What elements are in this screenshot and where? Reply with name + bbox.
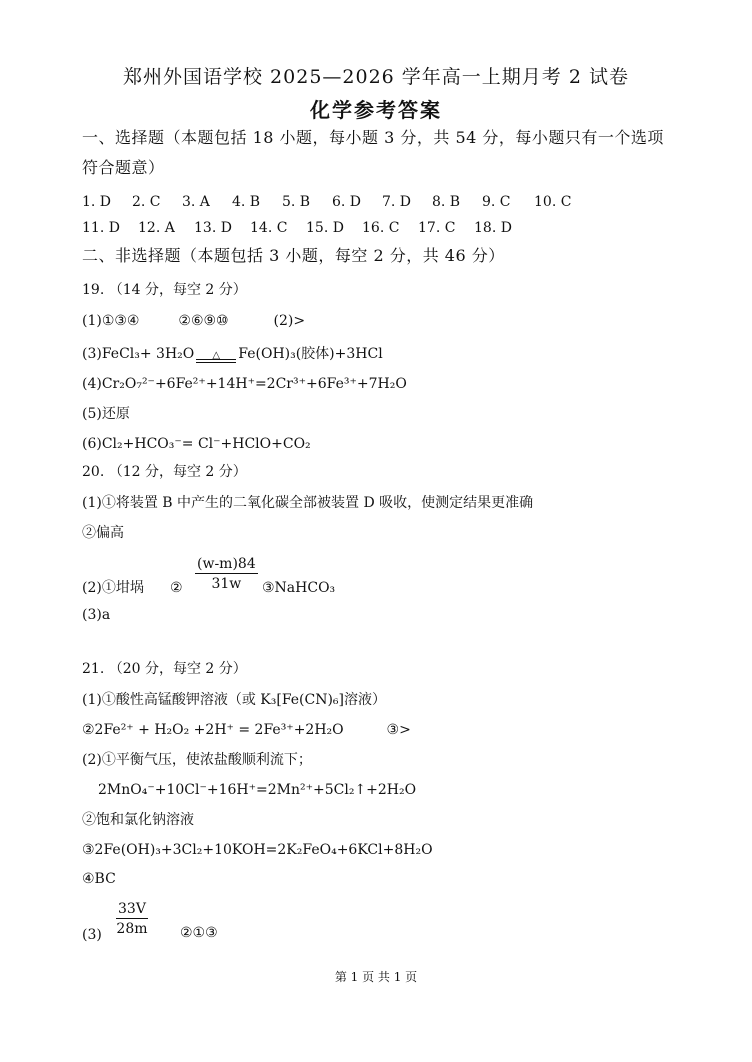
section1-heading-line1: 一、选择题（本题包括 18 小题，每小题 3 分，共 54 分，每小题只有一个选项 — [82, 128, 664, 147]
q19-head: 19. （14 分，每空 2 分） — [82, 282, 247, 298]
heating-condition-sign — [194, 351, 238, 363]
heating-symbol: △ — [212, 350, 221, 361]
choice-answer: 9. C — [482, 194, 511, 210]
choice-answer: 12. A — [138, 220, 175, 236]
choice-answer: 15. D — [306, 220, 344, 236]
choice-answer: 6. D — [332, 194, 362, 210]
q20-part3a: (2)①坩埚 — [82, 580, 144, 596]
q21-fraction — [116, 901, 148, 937]
choice-answer: 18. D — [474, 220, 512, 236]
q19-p3-left: (3)FeCl₃+ 3H₂O — [82, 346, 195, 362]
choice-answer: 5. B — [282, 194, 311, 210]
choice-answer: 17. C — [418, 220, 456, 236]
fraction-numerator: 33V — [118, 901, 146, 917]
q21-part8b: ②①③ — [180, 925, 218, 941]
q20-part2: ②偏高 — [82, 525, 124, 541]
q19-part4: (4)Cr₂O₇²⁻+6Fe²⁺+14H⁺=2Cr³⁺+6Fe³⁺+7H₂O — [82, 376, 407, 392]
choice-answer: 7. D — [382, 194, 412, 210]
fraction-numerator: (w-m)84 — [197, 556, 256, 572]
q19-part6: (6)Cl₂+HCO₃⁻= Cl⁻+HClO+CO₂ — [82, 436, 311, 452]
q19-part1 — [82, 312, 305, 330]
q20-part3c: ③NaHCO₃ — [262, 580, 336, 596]
choice-row-1 — [82, 193, 586, 211]
q21-p2b: ③> — [386, 722, 411, 738]
q21-part7: ④BC — [82, 871, 116, 887]
q21-part3: (2)①平衡气压，使浓盐酸顺利流下； — [82, 752, 312, 768]
q19-p2: (2)> — [273, 313, 306, 329]
q20-part3b: ② — [170, 580, 183, 596]
fraction-denominator: 28m — [116, 921, 148, 937]
q20-fraction — [195, 556, 258, 592]
choice-answer: 10. C — [534, 194, 572, 210]
choice-row-2 — [82, 219, 530, 237]
choice-answer: 8. B — [432, 194, 461, 210]
q21-head: 21. （20 分，每空 2 分） — [82, 661, 247, 677]
choice-answer: 3. A — [182, 194, 210, 210]
q21-part5: ②饱和氯化钠溶液 — [82, 812, 194, 828]
q19-p3-right: Fe(OH)₃(胶体)+3HCl — [238, 346, 383, 362]
choice-answer: 1. D — [82, 194, 112, 210]
answer-key-title: 化学参考答案 — [310, 98, 442, 122]
fraction-denominator: 31w — [211, 576, 242, 592]
q19-part5: (5)还原 — [82, 406, 130, 422]
q20-part1: (1)①将装置 B 中产生的二氧化碳全部被装置 D 吸收，使测定结果更准确 — [82, 495, 534, 511]
choice-answer: 11. D — [82, 220, 120, 236]
q21-part4: 2MnO₄⁻+10Cl⁻+16H⁺=2Mn²⁺+5Cl₂↑+2H₂O — [98, 782, 417, 798]
section1-heading-line2: 符合题意） — [82, 158, 165, 177]
q21-part1: (1)①酸性高锰酸钾溶液（或 K₃[Fe(CN)₆]溶液） — [82, 692, 387, 708]
q21-p2a: ②2Fe²⁺ + H₂O₂ +2H⁺ = 2Fe³⁺+2H₂O — [82, 722, 344, 738]
q20-head: 20. （12 分，每空 2 分） — [82, 464, 247, 480]
q19-part3 — [82, 345, 383, 363]
q21-part6: ③2Fe(OH)₃+3Cl₂+10KOH=2K₂FeO₄+6KCl+8H₂O — [82, 842, 433, 858]
choice-answer: 2. C — [132, 194, 161, 210]
q20-part4: (3)a — [82, 607, 111, 623]
q21-part2 — [82, 721, 411, 739]
choice-answer: 4. B — [232, 194, 261, 210]
choice-answer: 14. C — [250, 220, 288, 236]
choice-answer: 13. D — [194, 220, 232, 236]
q21-part8a: (3) — [82, 927, 102, 943]
q19-p1a: (1)①③④ — [82, 313, 140, 329]
exam-title: 郑州外国语学校 2025—2026 学年高一上期月考 2 试卷 — [123, 66, 629, 88]
q19-p1b: ②⑥⑨⑩ — [178, 313, 229, 329]
choice-answer: 16. C — [362, 220, 400, 236]
section2-heading: 二、非选择题（本题包括 3 小题，每空 2 分，共 46 分） — [82, 246, 505, 265]
page-footer: 第 1 页 共 1 页 — [334, 970, 418, 984]
